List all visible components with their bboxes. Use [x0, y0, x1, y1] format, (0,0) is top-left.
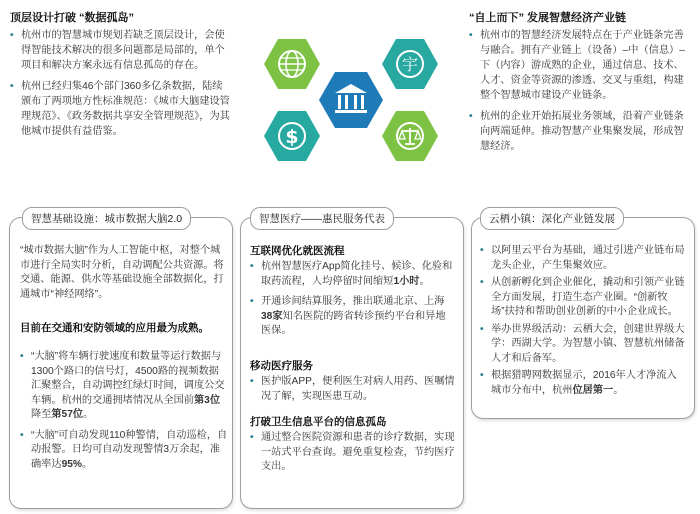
- character-glyph: 宇: [401, 55, 419, 74]
- card2-section1-bullets: [250, 260, 455, 345]
- list-item: • 杭州的企业开始拓展业务领域，沿着产业链条向两端延伸。推动智慧产业集聚发展，形成智慧经济。: [469, 109, 691, 154]
- list-item: • “大脑”可自动发现110种警情，自动巡检，自动报警。日均可自动发现警情3万余起，准确率达95%。: [20, 429, 228, 473]
- card1-bullets: [20, 350, 228, 478]
- card3-bullets: [480, 244, 686, 401]
- list-item: • 根据猎聘网数据显示，2016年人才净流入城市分布中，杭州位居第一。: [480, 369, 686, 398]
- top-left-bullets: [10, 28, 232, 145]
- list-item: • 以阿里云平台为基础，通过引进产业链布局龙头企业，产生集聚效应。: [480, 244, 686, 273]
- list-item: • 从创新孵化到企业催化，撬动和引领产业链全方面发展，打造生态产业圈。“创新牧场”扶持和帮助创业创新的中小企业成长。: [480, 276, 686, 320]
- list-item: • 杭州已经归集46个部门360多亿条数据，陆续颁布了两项地方性标准规范：《城市大脑建设管理规范》、《政务数据共享安全管理规范》，为其他城市提供有益借鉴。: [10, 79, 232, 139]
- card1-subhead: 目前在交通和安防领域的应用最为成熟。: [20, 322, 209, 334]
- chinese-character-icon: [382, 39, 438, 89]
- globe-icon: [264, 39, 320, 89]
- top-left-title: 顶层设计打破 “数据孤岛”: [10, 12, 135, 24]
- list-item: • 通过整合医院资源和患者的诊疗数据，实现一站式平台查询。避免重复检查，节约医疗支出。: [250, 431, 455, 475]
- bank-icon: [319, 72, 383, 128]
- card2-section1-title: 互联网优化就医流程: [250, 245, 345, 257]
- hexagon-icon-cluster: [240, 18, 462, 188]
- list-item: • “大脑”将车辆行驶速度和数量等运行数据与1300个路口的信号灯，4500路的视频数据汇聚整合，自动调控红绿灯时间，调度公交车辆。杭州的交通拥堵情况从全国前第3位降至第57位。: [20, 350, 228, 423]
- list-item: • 医护版APP，便利医生对病人用药、医嘱情况了解，实现医患互动。: [250, 375, 455, 404]
- card1-intro: “城市数据大脑”作为人工智能中枢，对整个城市进行全局实时分析，自动调配公共资源。将交通、能源、供水等基础设施全部数据化，打通城市“神经网络”。: [20, 245, 224, 300]
- list-item: • 杭州市的智慧经济发展特点在于产业链条完善与融合。拥有产业链上（设备）–中（信息）–下（内容）游成熟的企业，通过信息、技术、人才、资金等资源的渗透、交叉与重组，构建整个智慧城市建设产业链条。: [469, 28, 691, 103]
- top-right-bullets: [469, 28, 691, 160]
- list-item: • 举办世界级活动：云栖大会，创建世界级大学：西湖大学。为智慧小镇、智慧杭州储备人才和后备军。: [480, 323, 686, 367]
- list-item: • 开通诊间结算服务，推出联通北京、上海38家知名医院的跨省转诊预约平台和异地医保。: [250, 295, 455, 339]
- card2-section2-title: 移动医疗服务: [250, 360, 313, 372]
- dollar-icon: [264, 111, 320, 161]
- svg-text:$: $: [285, 126, 299, 148]
- scales-icon: [382, 111, 438, 161]
- list-item: • 杭州智慧医疗App简化挂号、候诊、化验和取药流程，人均停留时间缩短1小时。: [250, 260, 455, 289]
- card2-section3-title: 打破卫生信息平台的信息孤岛: [250, 416, 387, 428]
- list-item: • 杭州市的智慧城市规划若缺乏顶层设计，会使得智能技术解决的很多问题都是局部的，单个项目和解决方案永远有信息孤岛的存在。: [10, 28, 232, 73]
- top-right-title: “自上而下” 发展智慧经济产业链: [469, 12, 627, 24]
- card2-tab: 智慧医疗——惠民服务代表: [250, 207, 394, 230]
- card2-section2-bullets: [250, 375, 455, 410]
- card1-tab: 智慧基础设施：城市数据大脑2.0: [22, 207, 191, 230]
- card2-section3-bullets: [250, 431, 455, 481]
- card3-tab: 云栖小镇：深化产业链发展: [480, 207, 624, 230]
